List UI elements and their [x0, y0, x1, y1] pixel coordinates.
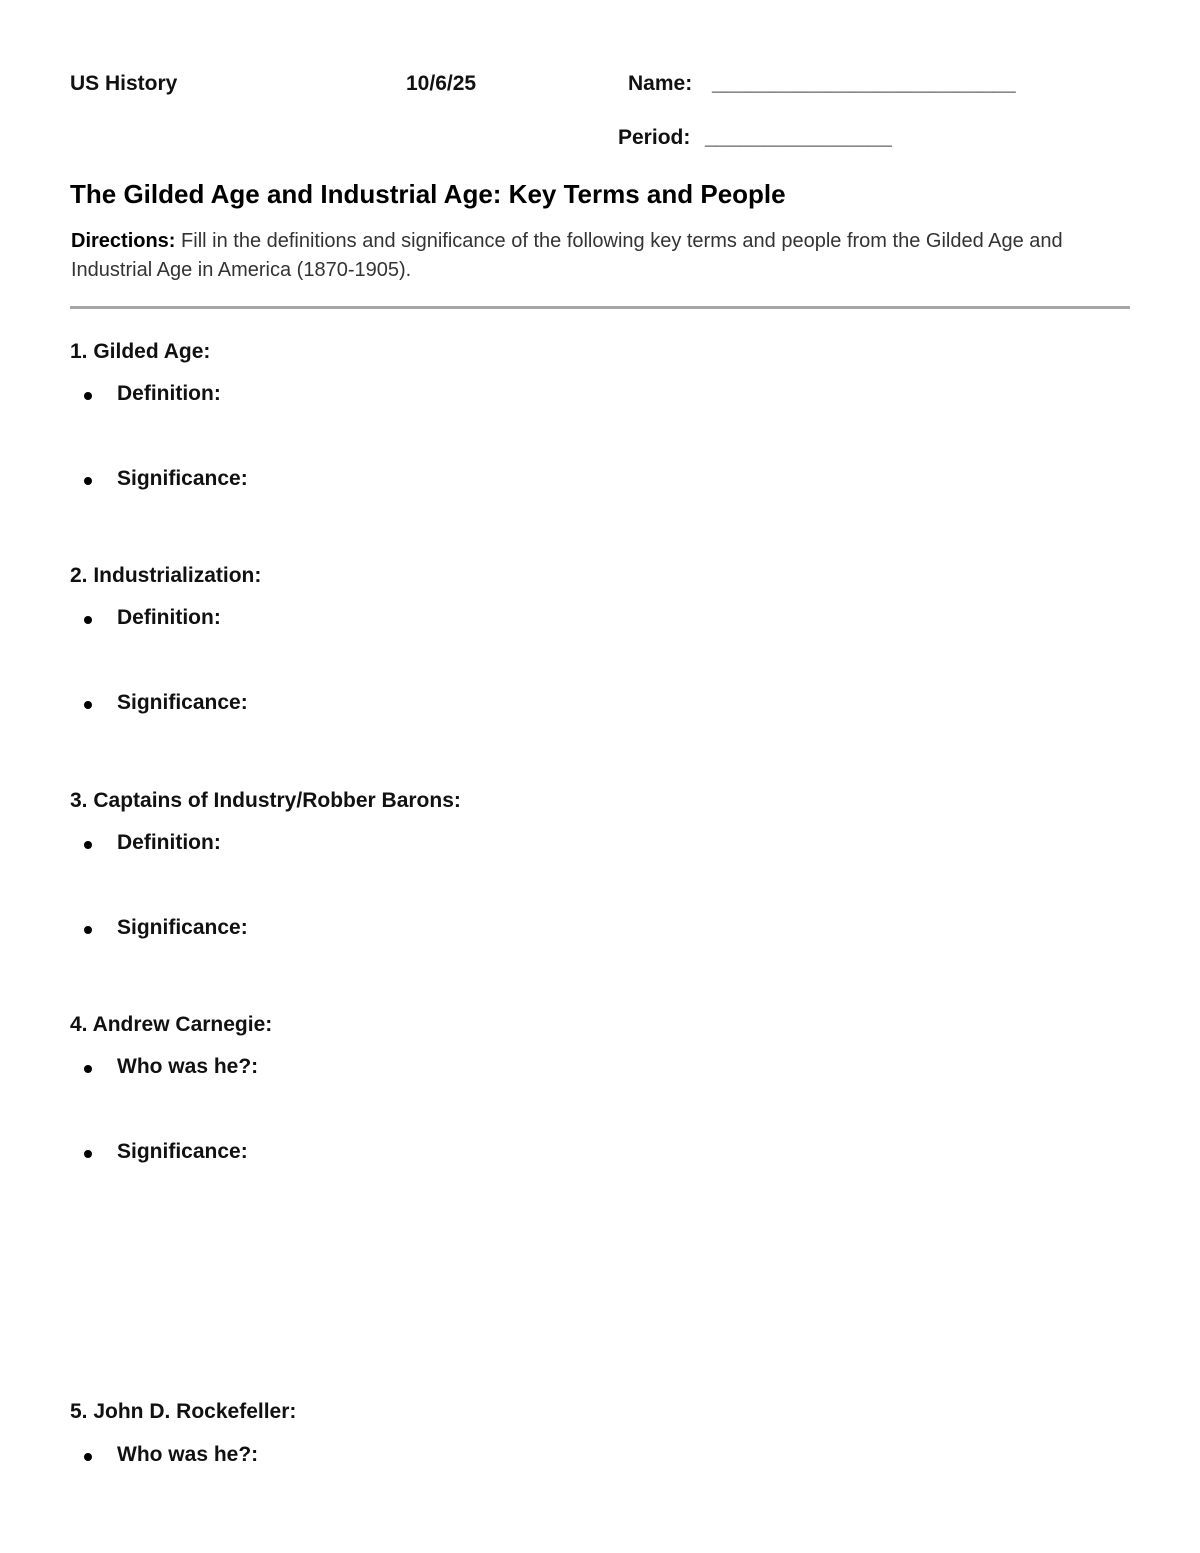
- bullet-icon: [84, 392, 92, 400]
- date-label: 10/6/25: [406, 72, 477, 95]
- who-was-he-label: Who was he?:: [117, 1055, 259, 1078]
- significance-label: Significance:: [117, 691, 248, 714]
- period-label: Period:: [618, 126, 691, 149]
- name-label: Name:: [628, 72, 693, 95]
- bullet-icon: [84, 701, 92, 709]
- significance-label: Significance:: [117, 1140, 248, 1163]
- name-blank[interactable]: __________________________: [712, 72, 1016, 95]
- who-was-he-label: Who was he?:: [117, 1443, 259, 1466]
- section-heading-industrialization: 2. Industrialization:: [70, 564, 262, 587]
- page-title: The Gilded Age and Industrial Age: Key Terms and People: [70, 179, 786, 209]
- directions: [71, 227, 1131, 285]
- directions-label: Directions:: [71, 230, 176, 252]
- section-heading-john-d-rockefeller: 5. John D. Rockefeller:: [70, 1400, 297, 1423]
- divider: [70, 306, 1130, 309]
- bullet-icon: [84, 477, 92, 485]
- significance-label: Significance:: [117, 467, 248, 490]
- significance-label: Significance:: [117, 916, 248, 939]
- definition-label: Definition:: [117, 382, 221, 405]
- section-heading-captains-of-industry: 3. Captains of Industry/Robber Barons:: [70, 789, 461, 812]
- bullet-icon: [84, 841, 92, 849]
- section-heading-andrew-carnegie: 4. Andrew Carnegie:: [70, 1013, 273, 1036]
- bullet-icon: [84, 926, 92, 934]
- directions-text: Fill in the definitions and significance of the following key terms and people from the Gilded Age and Industrial Age in America (1870-1905).: [71, 230, 1063, 281]
- period-blank[interactable]: ________________: [705, 126, 892, 149]
- bullet-icon: [84, 1453, 92, 1461]
- bullet-icon: [84, 1065, 92, 1073]
- bullet-icon: [84, 1150, 92, 1158]
- definition-label: Definition:: [117, 606, 221, 629]
- section-heading-gilded-age: 1. Gilded Age:: [70, 340, 211, 363]
- bullet-icon: [84, 616, 92, 624]
- course-label: US History: [70, 72, 178, 95]
- definition-label: Definition:: [117, 831, 221, 854]
